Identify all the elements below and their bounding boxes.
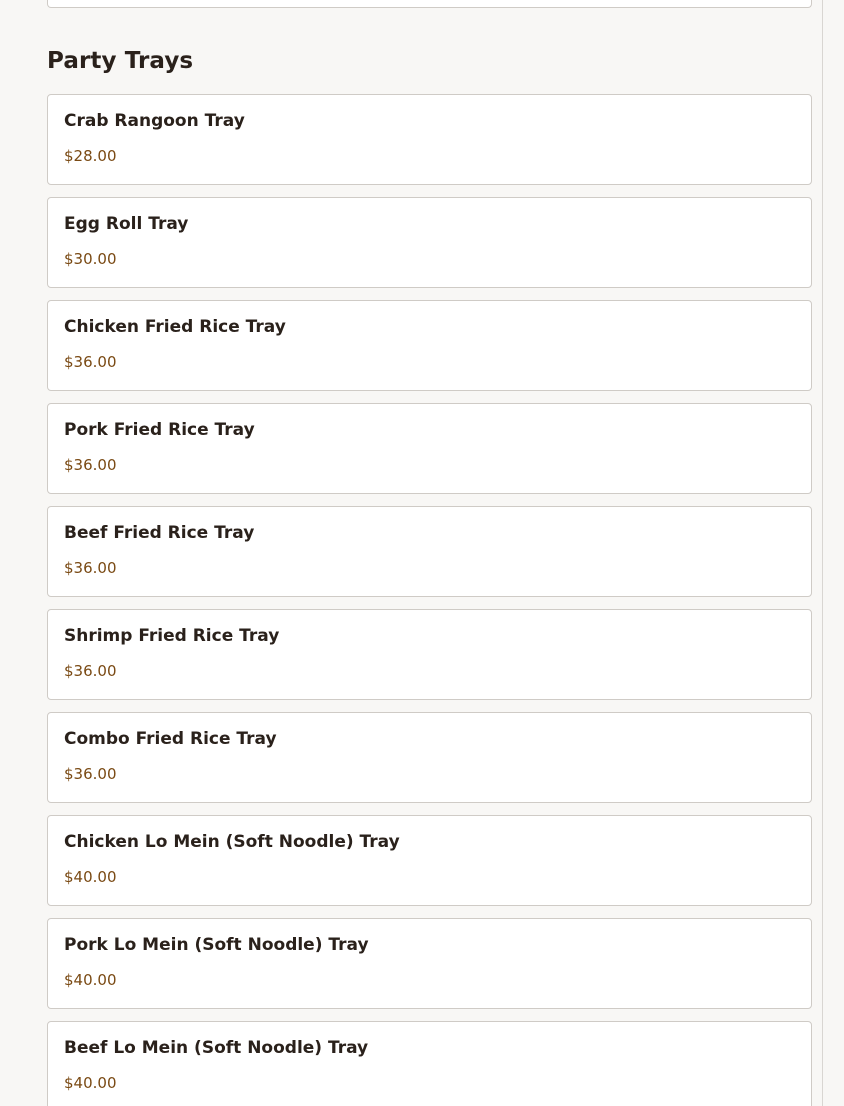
menu-item-card[interactable]: [47, 609, 812, 700]
menu-item-name: Crab Rangoon Tray: [64, 111, 245, 131]
menu-item-price: $40.00: [64, 868, 117, 886]
menu-item-name: Beef Fried Rice Tray: [64, 523, 255, 543]
menu-item-card[interactable]: [47, 1021, 812, 1106]
menu-item-name: Pork Fried Rice Tray: [64, 420, 255, 440]
menu-item-card[interactable]: [47, 300, 812, 391]
menu-item-price: $40.00: [64, 971, 117, 989]
menu-item-price: $36.00: [64, 456, 117, 474]
menu-item-price: $40.00: [64, 1074, 117, 1092]
menu-item-name: Chicken Lo Mein (Soft Noodle) Tray: [64, 832, 400, 852]
menu-item-price: $36.00: [64, 765, 117, 783]
menu-item-list: [47, 94, 812, 1106]
menu-item-card[interactable]: [47, 918, 812, 1009]
menu-item-name: Beef Lo Mein (Soft Noodle) Tray: [64, 1038, 369, 1058]
section-title: Party Trays: [47, 48, 194, 74]
menu-item-name: Pork Lo Mein (Soft Noodle) Tray: [64, 935, 369, 955]
menu-item-card[interactable]: [47, 197, 812, 288]
menu-item-card[interactable]: [47, 712, 812, 803]
menu-item-card[interactable]: [47, 815, 812, 906]
menu-item-price: $36.00: [64, 662, 117, 680]
menu-item-name: Egg Roll Tray: [64, 214, 189, 234]
menu-item-name: Chicken Fried Rice Tray: [64, 317, 286, 337]
menu-item-price: $36.00: [64, 353, 117, 371]
menu-item-price: $28.00: [64, 147, 117, 165]
menu-item-card[interactable]: [47, 403, 812, 494]
menu-item-price: $36.00: [64, 559, 117, 577]
menu-item-card[interactable]: [47, 94, 812, 185]
previous-menu-item-card[interactable]: [47, 0, 812, 8]
menu-item-card[interactable]: [47, 506, 812, 597]
menu-item-name: Combo Fried Rice Tray: [64, 729, 277, 749]
menu-item-price: $30.00: [64, 250, 117, 268]
menu-item-name: Shrimp Fried Rice Tray: [64, 626, 280, 646]
